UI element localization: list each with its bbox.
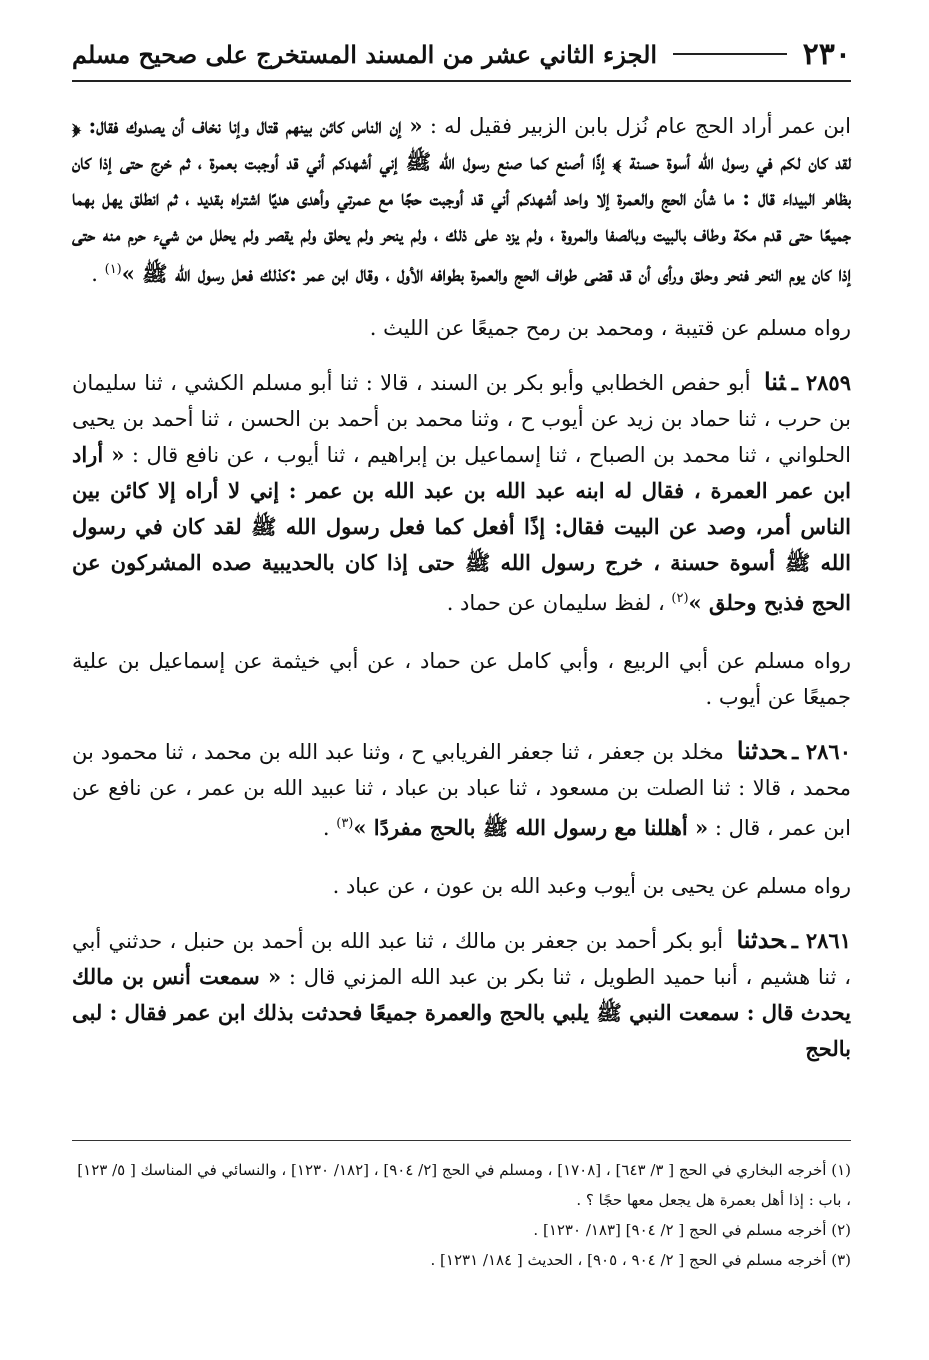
paragraph-p5 [72,733,851,846]
text-segment: ابن عمر أراد الحج عام نُزل بابن الزبير فقيل له : [422,114,852,138]
hadith-text: « أهللنا مع رسول الله ﷺ بالحج مفردًا » [353,815,709,840]
page-number: ٢٣٠ [802,36,851,72]
narration-tag: حدثنا [736,925,786,954]
text-segment: رواه مسلم عن قتيبة ، ومحمد بن رمح جميعًا عن الليث . [369,316,851,340]
hadith-text: « إن الناس كائن بينهم قتال وإنا نخاف أن يصدوك فقال: ﴿ لقد كان لكم في رسول الله أسوة حسنة ﴾ إذًا أصنع كما صنع رسول الله ﷺ إني أشهدكم أني قد أوجبت بعمرة ، ثم خرج حتى إذا كان بظاهر البيداء قال : ما شأن الحج والعمرة إلا واحد أشهدكم أني قد أوجبت حجًا مع عمرتي وأهدى هديًا اشتراه بقديد ، ثم انطلق يهل بهما جميعًا حتى قدم مكة وطاف بالبيت وبالصفا والمروة ، ولم يزد على ذلك ، ولم ينحر ولم يحلق ولم يقصر ولم يحلل من شيء حرم منه حتى إذا كان يوم النحر فنحر وحلق ورأى أن قد قضى طواف الحج والعمرة بطوافه الأول ، وقال ابن عمر :كذلك فعل رسول الله ﷺ » [72,113,851,286]
text-segment: رواه مسلم عن يحيى بن أيوب وعبد الله بن عون ، عن عباد . [332,874,851,898]
footnote-ref: (٢) [671,591,689,606]
narration-tag: ثنا [763,367,786,396]
text-segment: أبو بكر أحمد بن جعفر بن مالك ، ثنا عبد الله بن أحمد بن حنبل ، حدثني أبي ، ثنا هشيم ، أنبا حميد الطويل ، ثنا بكر بن عبد الله المزني قال : [72,929,851,989]
hadith-text: « سمعت أنس بن مالك يحدث قال : سمعت النبي ﷺ يلبي بالحج والعمرة جميعًا فحدثت بذلك ابن عمر فقال : لبى بالحج [72,964,851,1061]
hadith-number: ٢٨٦١ ـ [791,928,851,953]
header-rule [673,53,787,55]
hadith-text: « أراد ابن عمر العمرة ، فقال له ابنه عبد الله بن عبد الله بن عمر : إني لا أراه إلا كائن بين الناس أمر، وصد عن البيت فقال: إذًا أفعل كما فعل رسول الله ﷺ لقد كان في رسول الله ﷺ أسوة حسنة ، خرج رسول الله ﷺ حتى إذا كان بالحديبية صده المشركون عن الحج فذبح وحلق » [72,442,851,615]
text-segment: . [91,262,105,286]
paragraph-p1 [72,108,851,292]
footnotes [72,1140,851,1275]
hadith-number: ٢٨٦٠ ـ [792,739,851,764]
paragraph-p6 [72,868,851,904]
paragraph-p2 [72,310,851,346]
paragraph-p3 [72,364,851,621]
text-segment: أبو حفص الخطابي وأبو بكر بن السند ، قالا : ثنا أبو مسلم الكشي ، ثنا سليمان بن حرب ، ثنا حماد بن زيد عن أيوب ح ، وثنا محمد بن أحمد بن الحسن ، ثنا أحمد بن يحيى الحلواني ، ثنا محمد بن الصباح ، ثنا إسماعيل بن إبراهيم ، ثنا أيوب ، عن نافع قال : [72,371,851,467]
footnote-3: (٣) أخرجه مسلم في الحج [ ٢/ ٩٠٤ ، ٩٠٥] ، الحديث [ ١٨٤/ ١٢٣١] . [430,1251,851,1269]
hadith-number: ٢٨٥٩ ـ [791,370,851,395]
text-segment: . [322,816,337,840]
footnote-ref: (٣) [336,816,354,831]
narration-tag: حدثنا [736,736,787,765]
paragraph-p4 [72,643,851,715]
footnote-1: (١) أخرجه البخاري في الحج [ ٣/ ٦٤٣] ، [١٧٠٨] ، ومسلم في الحج [٢/ ٩٠٤] ، [١٨٢/ ١٢٣٠] ، والنسائي في المناسك [ ٥/ ١٢٣] ، باب : إذا أهل بعمرة هل يجعل معها حجًا ؟ . [77,1161,851,1209]
footnote-2: (٢) أخرجه مسلم في الحج [ ٢/ ٩٠٤] [١٨٣/ ١٢٣٠] . [533,1221,851,1239]
text-segment: مخلد بن جعفر ، ثنا جعفر الفريابي ح ، وثنا عبد الله بن محمد ، ثنا محمود بن محمد ، قالا : ثنا الصلت بن مسعود ، ثنا عباد بن عباد ، ثنا عبيد الله بن عمر ، عن نافع عن ابن عمر ، قال : [72,740,851,840]
page-header [72,28,851,82]
text-segment: ، لفظ سليمان عن حماد . [446,591,672,615]
text-segment: رواه مسلم عن أبي الربيع ، وأبي كامل عن حماد ، عن أبي خيثمة عن إسماعيل بن علية جميعًا عن أيوب . [72,649,851,709]
paragraph-p7 [72,922,851,1067]
body-text [72,108,851,1067]
footnote-ref: (١) [104,262,122,277]
running-title: الجزء الثاني عشر من المسند المستخرج على صحيح مسلم [72,39,658,69]
